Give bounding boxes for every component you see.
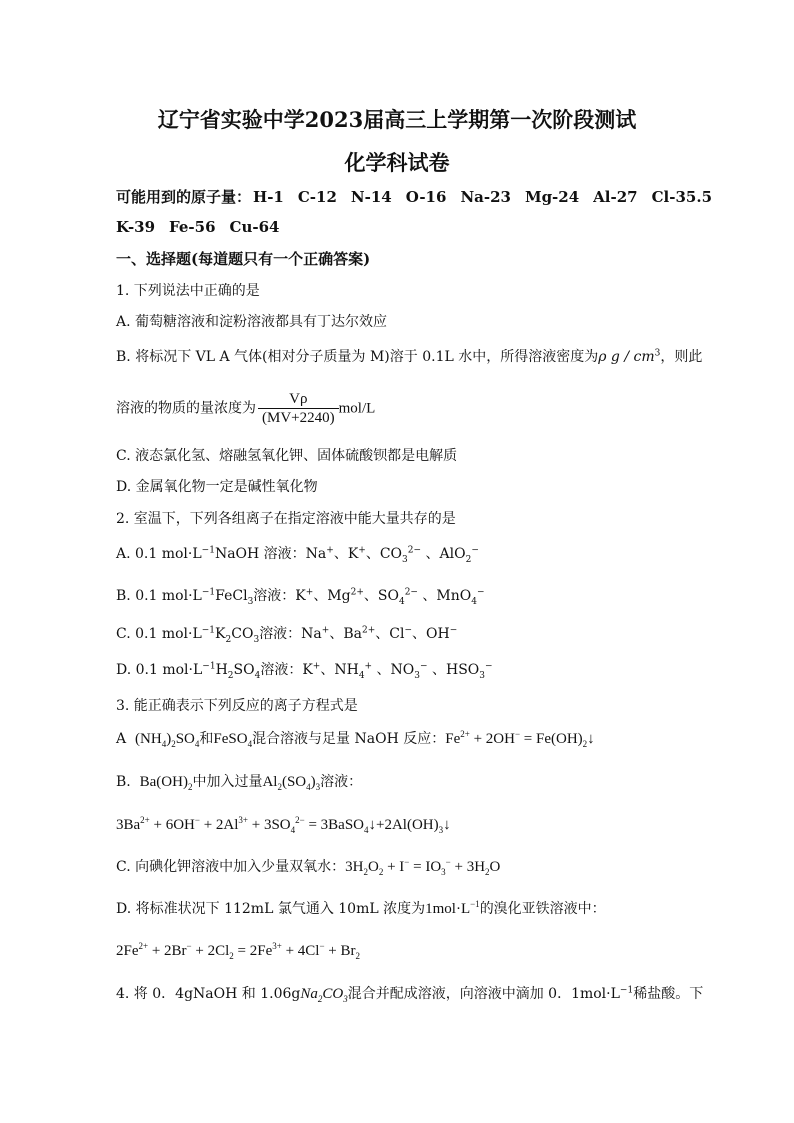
q1-b-text: B. 将标况下 VL A 气体(相对分子质量为 M)溶于 0.1L 水中，所得溶液密度为 <box>116 349 599 365</box>
q2-d-conc: D. 0.1 mol·L <box>116 662 203 678</box>
atomic-mass-label: 可能用到的原子量： <box>116 188 252 206</box>
q1-option-b-line2 <box>116 390 375 427</box>
q1-b-density: ρ g / cm <box>598 349 655 365</box>
q2-stem: 2. 室温下，下列各组离子在指定溶液中能大量共存的是 <box>116 511 456 527</box>
mass-item: N-14 <box>350 188 392 206</box>
q3-b-text2: 溶液： <box>320 774 363 790</box>
q2-option-c: C. 0.1 $mol\cdot L^{-1}K_2CO_3$溶液：Na+、$Ba^{2+}$、Cl−、OH− <box>116 625 458 645</box>
q3-option-d-equation: $2Fe^{2+} + 2Br^- + 2Cl_2 = 2Fe^{3+} + 4Cl^- + Br_2$ <box>116 941 360 961</box>
q2-b-solute: FeCl <box>215 588 248 604</box>
q2-option-d: D. 0.1 $mol\cdot L^{-1}H_2SO_4$溶液：K+、$NH_4^+$ 、$NO_3^-$ 、$HSO_3^-$ <box>116 661 493 681</box>
mass-item: Cu-64 <box>229 218 280 236</box>
mass-item: H-1 <box>253 188 284 206</box>
mass-item: C-12 <box>297 188 337 206</box>
atomic-mass-line-2 <box>116 218 293 236</box>
exam-subtitle: 化学科试卷 <box>344 150 450 175</box>
fraction-numerator: Vρ <box>258 390 339 409</box>
q3-a-text: 混合溶液与足量 NaOH 反应： <box>252 731 446 747</box>
atomic-mass-line-1 <box>116 188 726 206</box>
mass-item: K-39 <box>116 218 156 236</box>
q2-c-solute: K <box>215 626 226 642</box>
mass-item: Al-27 <box>593 188 638 206</box>
q2-option-b: B. 0.1 $mol\cdot L^{-1}FeCl_3$溶液：K+、$Mg^{2+}$、$SO_4^{2-}$ 、MnO$_4$− <box>116 587 485 607</box>
q4-text1: 4. 将 0．4gNaOH 和 1.06g <box>116 986 301 1002</box>
q4-stem: 4. 将 0．4gNaOH 和 $1.06gNa_2CO_3$混合并配成溶液，向溶液中滴加 0．$1mol\cdot L^{-1}$稀盐酸。下 <box>116 985 704 1004</box>
section-heading: 一、选择题(每道题只有一个正确答案) <box>116 250 371 268</box>
q3-b-text: 中加入过量 <box>192 774 263 790</box>
q3-option-b-equation: $3Ba^{2+} + 6OH^- + 2Al^{3+} + 3SO_4^{2-}$ = $3BaSO_4↓+2Al(OH)_3↓$ <box>116 815 451 835</box>
q2-b-conc: B. 0.1 mol·L <box>116 588 202 604</box>
q1-option-a: A. 葡萄糖溶液和淀粉溶液都具有丁达尔效应 <box>116 314 388 330</box>
q2-a-solute: NaOH 溶液：Na <box>214 546 327 562</box>
q1-option-c: C. 液态氯化氢、熔融氢氧化钾、固体硫酸钡都是电解质 <box>116 448 458 464</box>
q3-option-d: D. 将标准状况下 112mL 氯气通入 10mL 浓度为$1mol\cdot L^{-1}$的溴化亚铁溶液中： <box>116 899 606 917</box>
fraction-denominator: (MV+2240) <box>262 410 335 426</box>
q3-d-text2: 的溴化亚铁溶液中： <box>479 901 606 917</box>
q3-option-c: C. 向碘化钾溶液中加入少量双氧水：$3H_2O_2 + I^- = IO_3^- + 3H_2O$ <box>116 857 501 877</box>
q3-option-a: A $(NH_4)_2SO_4$和FeSO$_4$混合溶液与足量 NaOH 反应：$Fe^{2+} + 2OH^-$ = $Fe(OH)_2↓$ <box>116 729 595 749</box>
concentration-fraction <box>258 390 339 427</box>
q1-option-d: D. 金属氧化物一定是碱性氧化物 <box>116 479 318 495</box>
q2-d-solute: H <box>215 662 228 678</box>
q4-text3: 稀盐酸。下 <box>633 986 704 1002</box>
mass-item: Cl-35.5 <box>651 188 713 206</box>
q2-a-conc: A. 0.1 mol·L <box>116 546 202 562</box>
q1-b-text2: ，则此 <box>660 349 703 365</box>
q1-b-line2-text: 溶液的物质的量浓度为 <box>116 400 256 417</box>
q1-b-unit: mol/L <box>338 400 376 417</box>
mass-item: O-16 <box>405 188 447 206</box>
mass-item: Fe-56 <box>169 218 216 236</box>
mass-item: Mg-24 <box>524 188 580 206</box>
q3-option-b: B. $Ba(OH)_2$中加入过量$Al_2(SO_4)_3$溶液： <box>116 774 363 792</box>
q3-stem: 3. 能正确表示下列反应的离子方程式是 <box>116 698 358 714</box>
q2-option-a: A. 0.1 $mol\cdot L^{-1}NaOH$ 溶液：Na+、K+、$CO_3^{2-}$ 、AlO$_2$− <box>116 545 479 565</box>
q1-stem: 1. 下列说法中正确的是 <box>116 283 260 299</box>
q4-text2: 混合并配成溶液，向溶液中滴加 0．1mol·L <box>347 986 620 1002</box>
exam-title: 辽宁省实验中学2023届高三上学期第一次阶段测试 <box>157 107 637 132</box>
mass-item: Na-23 <box>460 188 511 206</box>
q3-c-text: C. 向碘化钾溶液中加入少量双氧水： <box>116 859 346 875</box>
q2-c-conc: C. 0.1 mol·L <box>116 626 202 642</box>
q1-option-b: B. 将标况下 VL A 气体(相对分子质量为 M)溶于 0.1L 水中，所得溶液密度为ρ g / $cm^3$，则此 <box>116 348 703 365</box>
q3-d-text: D. 将标准状况下 112mL 氯气通入 10mL 浓度为 <box>116 901 426 917</box>
